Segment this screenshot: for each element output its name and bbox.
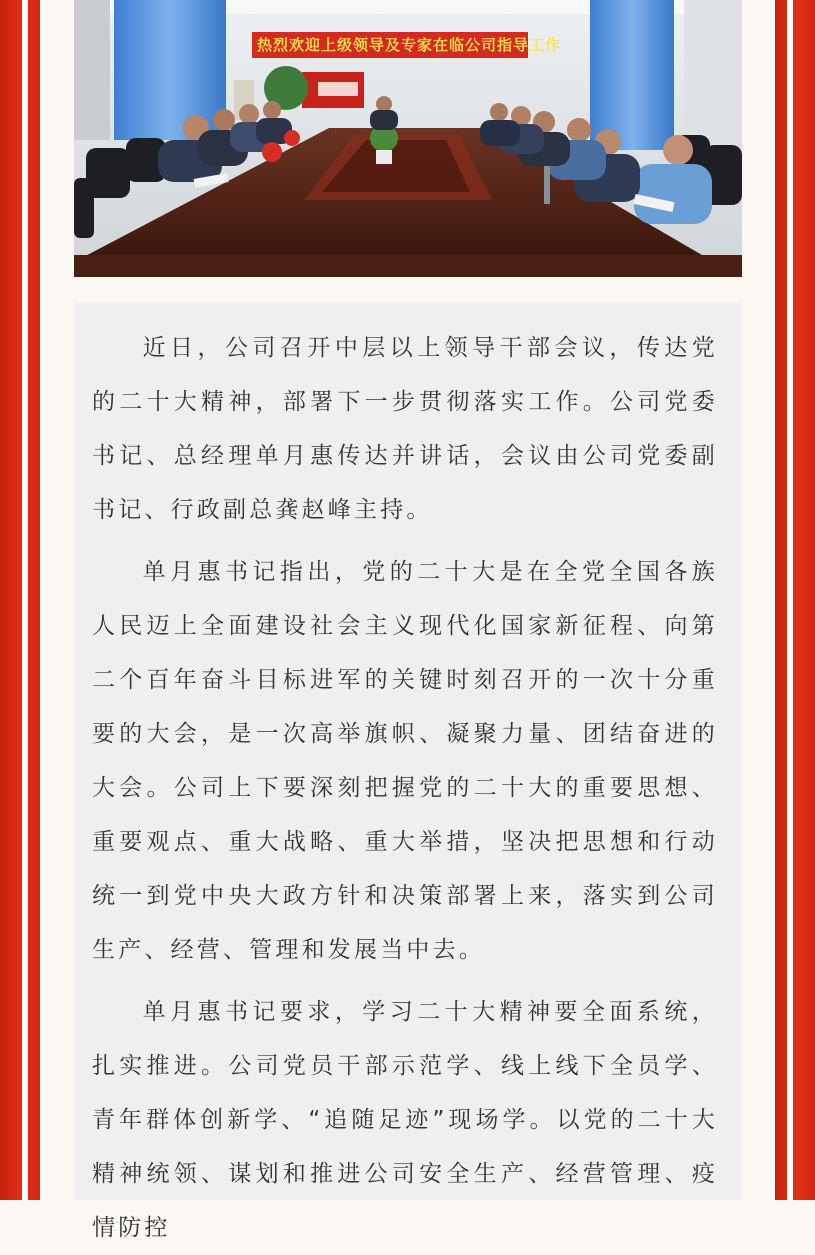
article-body [74,303,742,1241]
meeting-photo [74,0,742,277]
right-red-border [775,0,815,1200]
left-red-border [0,0,40,1200]
paragraph-3: 单月惠书记要求，学习二十大精神要全面系统，扎实推进。公司党员干部示范学、线上线下全员学、青年群体创新学、“追随足迹”现场学。以党的二十大精神统领、谋划和推进公司安全生产、经营管理、疫情防控 [92,999,718,1241]
paragraph-1: 近日，公司召开中层以上领导干部会议，传达党的二十大精神，部署下一步贯彻落实工作。公司党委书记、总经理单月惠传达并讲话，会议由公司党委副书记、行政副总龚赵峰主持。 [92,335,718,523]
banner-text: 热烈欢迎上级领导及专家在临公司指导工作 [257,36,562,54]
paragraph-2: 单月惠书记指出，党的二十大是在全党全国各族人民迈上全面建设社会主义现代化国家新征程、向第二个百年奋斗目标进军的关键时刻召开的一次十分重要的大会，是一次高举旗帜、凝聚力量、团结奋进的大会。公司上下要深刻把握党的二十大的重要思想、重要观点、重大战略、重大举措，坚决把思想和行动统一到党中央大政方针和决策部署上来，落实到公司生产、经营、管理和发展当中去。 [92,559,718,963]
